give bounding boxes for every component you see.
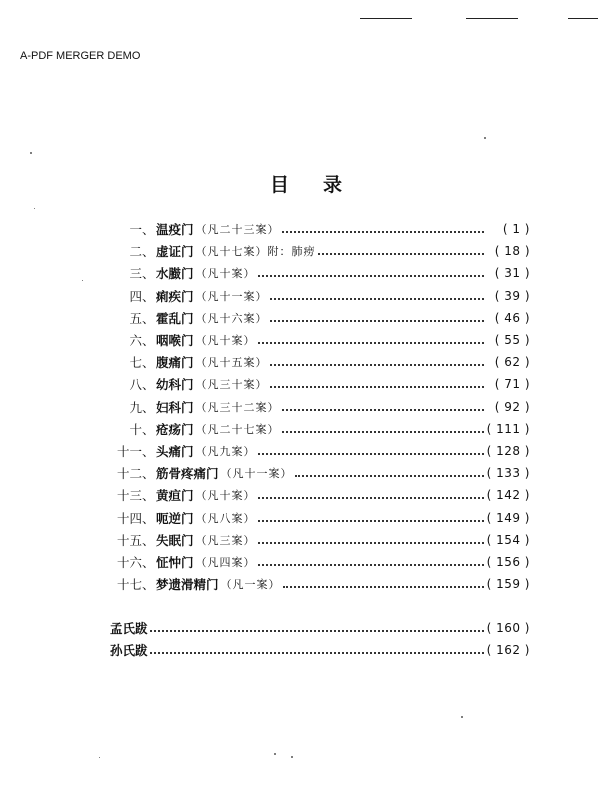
toc-entry bbox=[0, 574, 612, 594]
dot-leader bbox=[318, 241, 484, 255]
entry-page: ( 39 ) bbox=[494, 288, 530, 303]
entry-title: 妇科门 bbox=[156, 399, 194, 415]
entry-separator: 、 bbox=[142, 466, 155, 482]
entry-case-count: （凡十一案） bbox=[195, 289, 268, 303]
toc-entry bbox=[0, 308, 612, 328]
entry-page: ( 55 ) bbox=[494, 333, 530, 347]
entry-case-count: （凡十六案） bbox=[195, 311, 268, 325]
toc-entry bbox=[0, 530, 612, 550]
toc-entry bbox=[0, 286, 612, 306]
entry-case-count: （凡三案） bbox=[195, 533, 256, 547]
entry-case-count: （凡三十案） bbox=[195, 378, 268, 392]
scan-speck bbox=[461, 716, 463, 718]
entry-number: 十一 bbox=[116, 444, 142, 459]
toc-entry bbox=[0, 219, 612, 239]
entry-number: 一 bbox=[129, 222, 142, 237]
dot-leader bbox=[150, 618, 484, 632]
entry-separator: 、 bbox=[142, 555, 155, 570]
entry-case-count: （凡十一案） bbox=[220, 467, 293, 481]
toc-entry bbox=[0, 374, 612, 394]
entry-page: ( 156 ) bbox=[486, 555, 530, 569]
dot-leader bbox=[295, 463, 484, 477]
dot-leader bbox=[258, 508, 484, 522]
entry-number: 十七 bbox=[116, 577, 142, 593]
header-rule bbox=[568, 18, 598, 19]
entry-page: ( 92 ) bbox=[494, 399, 530, 414]
entry-separator: 、 bbox=[142, 288, 155, 304]
page-title: 目录 bbox=[269, 174, 376, 196]
dot-leader bbox=[150, 640, 484, 654]
entry-case-count: （凡二十七案） bbox=[195, 422, 280, 436]
entry-title: 黄疸门 bbox=[156, 488, 194, 504]
entry-page: ( 71 ) bbox=[494, 377, 530, 392]
entry-number: 六 bbox=[129, 333, 142, 348]
toc-entry bbox=[0, 508, 612, 528]
dot-leader bbox=[258, 441, 484, 455]
entry-separator: 、 bbox=[142, 577, 155, 593]
entry-page: ( 160 ) bbox=[486, 621, 530, 635]
entry-case-count: （凡十五案） bbox=[195, 356, 268, 370]
entry-page: ( 142 ) bbox=[486, 488, 530, 503]
entry-title: 痢疾门 bbox=[156, 288, 194, 304]
scan-speck bbox=[34, 208, 35, 209]
dot-leader bbox=[258, 530, 484, 544]
entry-separator: 、 bbox=[142, 244, 155, 260]
entry-separator: 、 bbox=[142, 532, 155, 548]
entry-title: 咽喉门 bbox=[156, 333, 194, 348]
entry-number: 九 bbox=[129, 399, 142, 415]
entry-appendix: 附：肺痨 bbox=[267, 245, 316, 259]
entry-page: ( 133 ) bbox=[486, 466, 530, 481]
entry-separator: 、 bbox=[142, 266, 155, 282]
scan-speck bbox=[30, 152, 32, 154]
entry-title: 腹痛门 bbox=[156, 355, 194, 371]
scan-speck bbox=[484, 137, 486, 139]
dot-leader bbox=[270, 308, 484, 322]
entry-number: 十四 bbox=[116, 510, 142, 526]
entry-page: ( 111 ) bbox=[486, 421, 530, 436]
entry-number: 八 bbox=[129, 377, 142, 393]
entry-separator: 、 bbox=[142, 444, 155, 459]
dot-leader bbox=[258, 263, 484, 277]
entry-number: 十二 bbox=[116, 466, 142, 482]
demo-watermark: A-PDF MERGER DEMO bbox=[20, 50, 141, 62]
entry-separator: 、 bbox=[142, 488, 155, 504]
entry-title: 温疫门 bbox=[156, 222, 194, 237]
scan-speck bbox=[99, 757, 100, 758]
entry-number: 十五 bbox=[116, 532, 142, 548]
entry-title: 疮疡门 bbox=[156, 421, 194, 437]
scan-speck bbox=[291, 756, 293, 758]
entry-separator: 、 bbox=[142, 222, 155, 237]
entry-page: ( 159 ) bbox=[486, 577, 530, 592]
toc-entry bbox=[0, 441, 612, 461]
toc-entry bbox=[0, 263, 612, 283]
entry-title: 梦遗滑精门 bbox=[156, 577, 219, 593]
entry-separator: 、 bbox=[142, 310, 155, 326]
toc-entry bbox=[0, 330, 612, 350]
dot-leader bbox=[258, 330, 484, 344]
dot-leader bbox=[270, 352, 484, 366]
entry-separator: 、 bbox=[142, 355, 155, 371]
entry-number: 五 bbox=[129, 310, 142, 326]
dot-leader bbox=[283, 574, 484, 588]
entry-separator: 、 bbox=[142, 421, 155, 437]
entry-number: 十三 bbox=[116, 488, 142, 504]
dot-leader bbox=[282, 397, 484, 411]
toc-entry bbox=[0, 397, 612, 417]
entry-number: 十 bbox=[129, 421, 142, 437]
dot-leader bbox=[258, 552, 484, 566]
entry-page: ( 62 ) bbox=[494, 355, 530, 370]
entry-case-count: （凡十七案） bbox=[195, 245, 268, 259]
dot-leader bbox=[282, 219, 484, 233]
dot-leader bbox=[258, 485, 484, 499]
entry-case-count: （凡九案） bbox=[195, 445, 256, 458]
entry-number: 十六 bbox=[116, 555, 142, 570]
entry-title: 霍乱门 bbox=[156, 310, 194, 326]
entry-page: ( 18 ) bbox=[494, 244, 530, 259]
entry-title: 虚证门 bbox=[156, 244, 194, 260]
toc-entry bbox=[0, 463, 612, 483]
entry-title: 呃逆门 bbox=[156, 510, 194, 526]
entry-case-count: （凡十案） bbox=[195, 267, 256, 281]
entry-page: ( 46 ) bbox=[494, 310, 530, 325]
scan-speck bbox=[274, 753, 276, 755]
toc-entry bbox=[0, 419, 612, 439]
entry-case-count: （凡十案） bbox=[195, 489, 256, 503]
toc-entry bbox=[0, 241, 612, 261]
entry-title: 水臌门 bbox=[156, 266, 194, 282]
entry-case-count: （凡八案） bbox=[195, 511, 256, 525]
toc-afterword-entry bbox=[0, 618, 612, 638]
entry-title: 头痛门 bbox=[156, 444, 194, 459]
header-rule bbox=[360, 18, 412, 19]
entry-title: 筋骨疼痛门 bbox=[156, 466, 219, 482]
entry-case-count: （凡三十二案） bbox=[195, 400, 280, 414]
entry-title: 幼科门 bbox=[156, 377, 194, 393]
toc-afterword-entry bbox=[0, 640, 612, 660]
entry-case-count: （凡二十三案） bbox=[195, 223, 280, 236]
dot-leader bbox=[282, 419, 484, 433]
entry-page: ( 149 ) bbox=[486, 510, 530, 525]
entry-page: ( 1 ) bbox=[502, 222, 530, 236]
toc-entry bbox=[0, 485, 612, 505]
entry-separator: 、 bbox=[142, 399, 155, 415]
entry-separator: 、 bbox=[142, 377, 155, 393]
entry-page: ( 154 ) bbox=[486, 532, 530, 547]
entry-case-count: （凡四案） bbox=[195, 556, 256, 569]
entry-separator: 、 bbox=[142, 333, 155, 348]
entry-title: 孟氏跋 bbox=[110, 621, 148, 636]
dot-leader bbox=[270, 374, 484, 388]
entry-number: 四 bbox=[129, 288, 142, 304]
entry-page: ( 31 ) bbox=[494, 266, 530, 281]
entry-number: 三 bbox=[129, 266, 142, 282]
entry-title: 怔忡门 bbox=[156, 555, 194, 570]
entry-page: ( 162 ) bbox=[486, 643, 530, 658]
entry-page: ( 128 ) bbox=[486, 444, 530, 458]
dot-leader bbox=[270, 286, 484, 300]
entry-number: 七 bbox=[129, 355, 142, 371]
entry-title: 孙氏跋 bbox=[110, 643, 148, 659]
toc-entry bbox=[0, 552, 612, 572]
entry-title: 失眠门 bbox=[156, 532, 194, 548]
header-rule bbox=[466, 18, 518, 19]
entry-case-count: （凡十案） bbox=[195, 334, 256, 347]
toc-entry bbox=[0, 352, 612, 372]
entry-case-count: （凡一案） bbox=[220, 578, 281, 592]
entry-separator: 、 bbox=[142, 510, 155, 526]
entry-number: 二 bbox=[129, 244, 142, 260]
